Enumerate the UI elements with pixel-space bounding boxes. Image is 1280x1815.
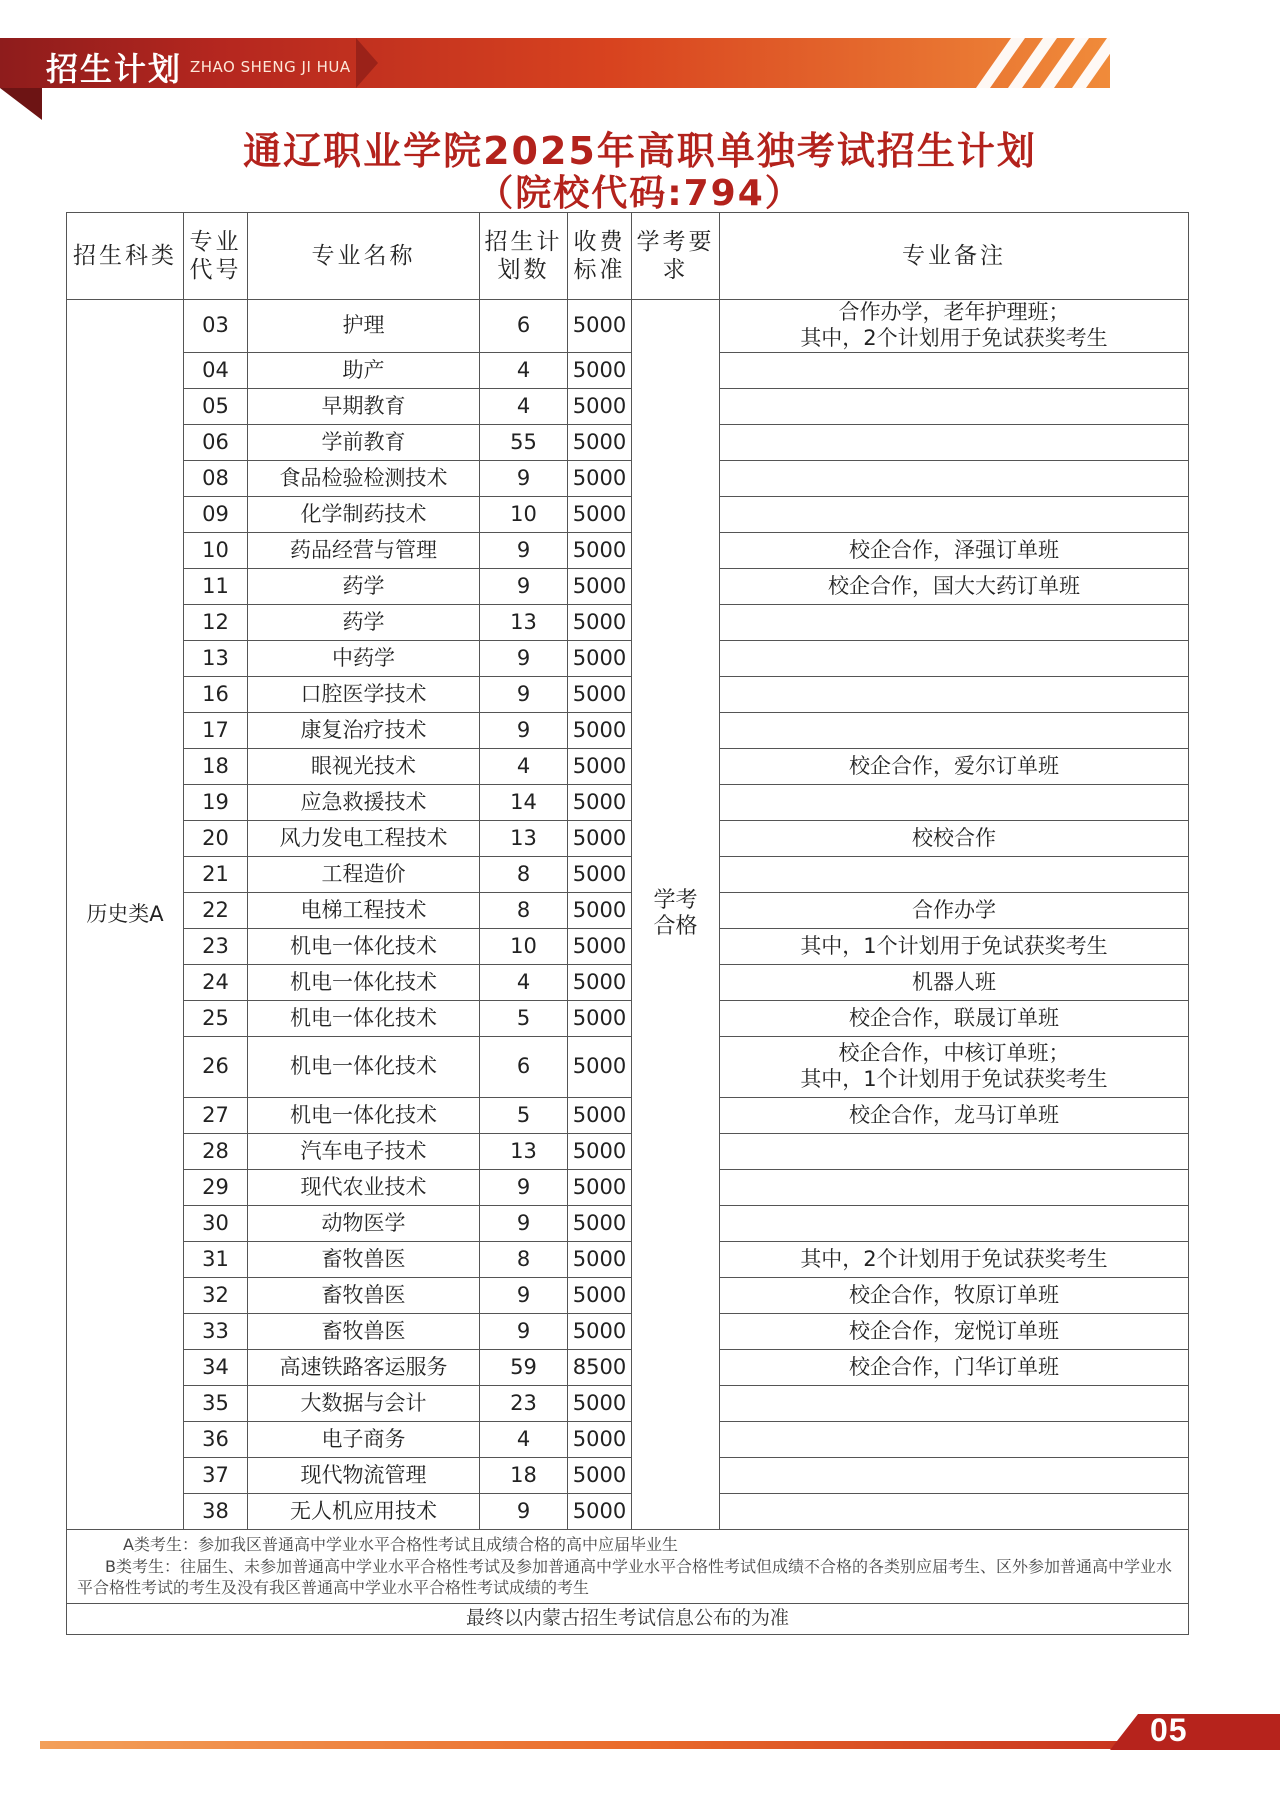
- banner-stripes: [950, 38, 1110, 88]
- table-row: [67, 1422, 1189, 1458]
- fee-cell: 5000: [568, 785, 632, 821]
- table-row: [67, 641, 1189, 677]
- major-name-cell: 机电一体化技术: [248, 965, 480, 1001]
- table-row: [67, 1494, 1189, 1530]
- major-code-cell: 33: [184, 1314, 248, 1350]
- major-code-cell: 06: [184, 425, 248, 461]
- header-code: 专业代号: [184, 213, 248, 300]
- note-cell: 校企合作，宠悦订单班: [720, 1314, 1189, 1350]
- table-row: [67, 929, 1189, 965]
- major-name-cell: 机电一体化技术: [248, 1037, 480, 1098]
- plan-count-cell: 9: [480, 1170, 568, 1206]
- note-cell: [720, 605, 1189, 641]
- plan-count-cell: 14: [480, 785, 568, 821]
- plan-count-cell: 4: [480, 353, 568, 389]
- header-note: 专业备注: [720, 213, 1189, 300]
- footnote-b: B类考生：往届生、未参加普通高中学业水平合格性考试及参加普通高中学业水平合格性考试但成绩不合格的各类别应届考生、区外参加普通高中学业水平合格性考试的考生及没有我区普通高中学业水平合格性考试成绩的考生: [77, 1556, 1172, 1598]
- plan-count-cell: 5: [480, 1098, 568, 1134]
- plan-count-cell: 59: [480, 1350, 568, 1386]
- table-body: [67, 300, 1189, 1530]
- plan-count-cell: 9: [480, 569, 568, 605]
- major-code-cell: 30: [184, 1206, 248, 1242]
- category-cell: 历史类A: [67, 300, 184, 1530]
- table-row: [67, 353, 1189, 389]
- note-cell: 其中，2个计划用于免试获奖考生: [720, 1242, 1189, 1278]
- fee-cell: 5000: [568, 677, 632, 713]
- major-name-cell: 电梯工程技术: [248, 893, 480, 929]
- plan-count-cell: 55: [480, 425, 568, 461]
- fee-cell: 5000: [568, 1134, 632, 1170]
- major-code-cell: 31: [184, 1242, 248, 1278]
- banner-subtitle: ZHAO SHENG JI HUA: [190, 58, 351, 76]
- major-name-cell: 畜牧兽医: [248, 1242, 480, 1278]
- note-cell: 校企合作，中核订单班； 其中，1个计划用于免试获奖考生: [720, 1037, 1189, 1098]
- plan-count-cell: 8: [480, 857, 568, 893]
- major-name-cell: 助产: [248, 353, 480, 389]
- major-name-cell: 应急救援技术: [248, 785, 480, 821]
- major-code-cell: 23: [184, 929, 248, 965]
- note-cell: [720, 1386, 1189, 1422]
- major-code-cell: 36: [184, 1422, 248, 1458]
- fee-cell: 5000: [568, 821, 632, 857]
- header-fee: 收费标准: [568, 213, 632, 300]
- note-cell: 校企合作，国大大药订单班: [720, 569, 1189, 605]
- fee-cell: 5000: [568, 300, 632, 353]
- page-title: 通辽职业学院2025年高职单独考试招生计划: [243, 129, 1037, 173]
- major-code-cell: 20: [184, 821, 248, 857]
- table-row: [67, 965, 1189, 1001]
- major-name-cell: 风力发电工程技术: [248, 821, 480, 857]
- fee-cell: 5000: [568, 1001, 632, 1037]
- major-code-cell: 37: [184, 1458, 248, 1494]
- major-code-cell: 21: [184, 857, 248, 893]
- fee-cell: 5000: [568, 1386, 632, 1422]
- page-number-tab: [1110, 1714, 1280, 1750]
- major-code-cell: 35: [184, 1386, 248, 1422]
- major-name-cell: 现代农业技术: [248, 1170, 480, 1206]
- note-cell: [720, 389, 1189, 425]
- note-cell: [720, 1134, 1189, 1170]
- major-code-cell: 24: [184, 965, 248, 1001]
- plan-count-cell: 4: [480, 1422, 568, 1458]
- table-row: [67, 857, 1189, 893]
- major-code-cell: 13: [184, 641, 248, 677]
- major-name-cell: 机电一体化技术: [248, 1098, 480, 1134]
- major-code-cell: 17: [184, 713, 248, 749]
- major-name-cell: 药品经营与管理: [248, 533, 480, 569]
- note-cell: 校企合作，牧原订单班: [720, 1278, 1189, 1314]
- plan-count-cell: 6: [480, 1037, 568, 1098]
- table-row: [67, 533, 1189, 569]
- note-cell: 校企合作，泽强订单班: [720, 533, 1189, 569]
- fee-cell: 5000: [568, 1098, 632, 1134]
- plan-count-cell: 9: [480, 713, 568, 749]
- table-header-row: [67, 213, 1189, 300]
- table-row: [67, 300, 1189, 353]
- major-name-cell: 现代物流管理: [248, 1458, 480, 1494]
- note-cell: 合作办学: [720, 893, 1189, 929]
- fee-cell: 5000: [568, 389, 632, 425]
- major-name-cell: 动物医学: [248, 1206, 480, 1242]
- plan-count-cell: 9: [480, 533, 568, 569]
- fee-cell: 5000: [568, 353, 632, 389]
- note-cell: 合作办学，老年护理班； 其中，2个计划用于免试获奖考生: [720, 300, 1189, 353]
- note-cell: 机器人班: [720, 965, 1189, 1001]
- note-cell: [720, 677, 1189, 713]
- fee-cell: 5000: [568, 533, 632, 569]
- major-name-cell: 高速铁路客运服务: [248, 1350, 480, 1386]
- requirement-text: 学考合格: [653, 888, 698, 939]
- footnotes: [67, 1530, 1189, 1604]
- table-row: [67, 1278, 1189, 1314]
- table-row: [67, 713, 1189, 749]
- table-row: [67, 569, 1189, 605]
- major-code-cell: 25: [184, 1001, 248, 1037]
- plan-count-cell: 6: [480, 300, 568, 353]
- plan-count-cell: 9: [480, 641, 568, 677]
- header-major: 专业名称: [248, 213, 480, 300]
- table-row: [67, 1314, 1189, 1350]
- fee-cell: 5000: [568, 641, 632, 677]
- final-note-row: [67, 1603, 1189, 1634]
- major-code-cell: 28: [184, 1134, 248, 1170]
- plan-count-cell: 9: [480, 461, 568, 497]
- plan-count-cell: 8: [480, 893, 568, 929]
- major-name-cell: 中药学: [248, 641, 480, 677]
- plan-count-cell: 13: [480, 605, 568, 641]
- table-row: [67, 425, 1189, 461]
- major-name-cell: 无人机应用技术: [248, 1494, 480, 1530]
- fee-cell: 5000: [568, 605, 632, 641]
- table-row: [67, 1098, 1189, 1134]
- table-row: [67, 893, 1189, 929]
- enrollment-plan-table: [66, 212, 1189, 1635]
- note-cell: 校企合作，门华订单班: [720, 1350, 1189, 1386]
- major-name-cell: 口腔医学技术: [248, 677, 480, 713]
- plan-count-cell: 9: [480, 1494, 568, 1530]
- major-code-cell: 27: [184, 1098, 248, 1134]
- major-name-cell: 药学: [248, 569, 480, 605]
- footnote-row: [67, 1530, 1189, 1604]
- note-cell: [720, 1170, 1189, 1206]
- major-code-cell: 16: [184, 677, 248, 713]
- plan-count-cell: 5: [480, 1001, 568, 1037]
- fee-cell: 5000: [568, 1278, 632, 1314]
- fee-cell: 5000: [568, 929, 632, 965]
- note-cell: [720, 641, 1189, 677]
- plan-count-cell: 18: [480, 1458, 568, 1494]
- fee-cell: 8500: [568, 1350, 632, 1386]
- banner-title: 招生计划: [46, 50, 183, 88]
- fee-cell: 5000: [568, 1170, 632, 1206]
- header-requirement: 学考要求: [632, 213, 720, 300]
- major-code-cell: 12: [184, 605, 248, 641]
- major-name-cell: 汽车电子技术: [248, 1134, 480, 1170]
- note-cell: [720, 857, 1189, 893]
- note-cell: 校企合作，爱尔订单班: [720, 749, 1189, 785]
- plan-count-cell: 4: [480, 965, 568, 1001]
- table-row: [67, 1386, 1189, 1422]
- major-code-cell: 11: [184, 569, 248, 605]
- major-code-cell: 09: [184, 497, 248, 533]
- note-cell: [720, 785, 1189, 821]
- plan-count-cell: 9: [480, 1206, 568, 1242]
- plan-count-cell: 4: [480, 389, 568, 425]
- table-row: [67, 389, 1189, 425]
- table-row: [67, 1134, 1189, 1170]
- plan-count-cell: 9: [480, 1314, 568, 1350]
- banner-fold: [0, 88, 42, 120]
- table-row: [67, 605, 1189, 641]
- note-cell: 校校合作: [720, 821, 1189, 857]
- plan-count-cell: 13: [480, 821, 568, 857]
- plan-count-cell: 9: [480, 677, 568, 713]
- note-cell: [720, 461, 1189, 497]
- plan-count-cell: 8: [480, 1242, 568, 1278]
- major-code-cell: 26: [184, 1037, 248, 1098]
- plan-count-cell: 10: [480, 497, 568, 533]
- major-name-cell: 化学制药技术: [248, 497, 480, 533]
- page-number: 05: [1150, 1712, 1188, 1748]
- fee-cell: 5000: [568, 1494, 632, 1530]
- note-cell: [720, 425, 1189, 461]
- major-code-cell: 08: [184, 461, 248, 497]
- plan-count-cell: 13: [480, 1134, 568, 1170]
- major-code-cell: 19: [184, 785, 248, 821]
- table-row: [67, 461, 1189, 497]
- table-row: [67, 1206, 1189, 1242]
- plan-count-cell: 23: [480, 1386, 568, 1422]
- note-cell: [720, 713, 1189, 749]
- table-row: [67, 821, 1189, 857]
- major-code-cell: 18: [184, 749, 248, 785]
- major-name-cell: 食品检验检测技术: [248, 461, 480, 497]
- fee-cell: 5000: [568, 1037, 632, 1098]
- fee-cell: 5000: [568, 425, 632, 461]
- table-row: [67, 749, 1189, 785]
- major-name-cell: 电子商务: [248, 1422, 480, 1458]
- major-code-cell: 04: [184, 353, 248, 389]
- major-name-cell: 工程造价: [248, 857, 480, 893]
- major-code-cell: 32: [184, 1278, 248, 1314]
- fee-cell: 5000: [568, 965, 632, 1001]
- table-row: [67, 677, 1189, 713]
- fee-cell: 5000: [568, 857, 632, 893]
- major-name-cell: 大数据与会计: [248, 1386, 480, 1422]
- fee-cell: 5000: [568, 893, 632, 929]
- header-plan: 招生计划数: [480, 213, 568, 300]
- fee-cell: 5000: [568, 461, 632, 497]
- banner-chevron: [356, 38, 378, 88]
- major-name-cell: 畜牧兽医: [248, 1278, 480, 1314]
- fee-cell: 5000: [568, 569, 632, 605]
- major-name-cell: 畜牧兽医: [248, 1314, 480, 1350]
- fee-cell: 5000: [568, 497, 632, 533]
- major-code-cell: 05: [184, 389, 248, 425]
- table-row: [67, 1037, 1189, 1098]
- plan-count-cell: 4: [480, 749, 568, 785]
- note-cell: [720, 1422, 1189, 1458]
- major-name-cell: 康复治疗技术: [248, 713, 480, 749]
- major-name-cell: 早期教育: [248, 389, 480, 425]
- major-code-cell: 10: [184, 533, 248, 569]
- plan-count-cell: 10: [480, 929, 568, 965]
- major-code-cell: 03: [184, 300, 248, 353]
- major-code-cell: 38: [184, 1494, 248, 1530]
- header-category: 招生科类: [67, 213, 184, 300]
- fee-cell: 5000: [568, 1242, 632, 1278]
- table-row: [67, 1458, 1189, 1494]
- fee-cell: 5000: [568, 1458, 632, 1494]
- note-cell: [720, 497, 1189, 533]
- table-row: [67, 1350, 1189, 1386]
- fee-cell: 5000: [568, 1206, 632, 1242]
- school-code: （院校代码:794）: [477, 173, 803, 214]
- major-name-cell: 机电一体化技术: [248, 929, 480, 965]
- fee-cell: 5000: [568, 749, 632, 785]
- table-row: [67, 785, 1189, 821]
- major-code-cell: 34: [184, 1350, 248, 1386]
- table-row: [67, 1001, 1189, 1037]
- table-row: [67, 497, 1189, 533]
- requirement-cell: [632, 300, 720, 1530]
- major-name-cell: 药学: [248, 605, 480, 641]
- fee-cell: 5000: [568, 713, 632, 749]
- note-cell: 其中，1个计划用于免试获奖考生: [720, 929, 1189, 965]
- note-cell: 校企合作，联晟订单班: [720, 1001, 1189, 1037]
- note-cell: [720, 1206, 1189, 1242]
- major-name-cell: 学前教育: [248, 425, 480, 461]
- plan-count-cell: 9: [480, 1278, 568, 1314]
- major-name-cell: 机电一体化技术: [248, 1001, 480, 1037]
- table-row: [67, 1170, 1189, 1206]
- major-name-cell: 眼视光技术: [248, 749, 480, 785]
- fee-cell: 5000: [568, 1422, 632, 1458]
- major-code-cell: 29: [184, 1170, 248, 1206]
- final-note: 最终以内蒙古招生考试信息公布的为准: [67, 1603, 1189, 1634]
- fee-cell: 5000: [568, 1314, 632, 1350]
- note-cell: [720, 1494, 1189, 1530]
- bottom-rule: [40, 1741, 1140, 1749]
- note-cell: 校企合作，龙马订单班: [720, 1098, 1189, 1134]
- major-name-cell: 护理: [248, 300, 480, 353]
- footnote-a: A类考生：参加我区普通高中学业水平合格性考试且成绩合格的高中应届毕业生: [123, 1535, 678, 1554]
- note-cell: [720, 353, 1189, 389]
- note-cell: [720, 1458, 1189, 1494]
- major-code-cell: 22: [184, 893, 248, 929]
- section-banner: [0, 38, 1120, 88]
- table-row: [67, 1242, 1189, 1278]
